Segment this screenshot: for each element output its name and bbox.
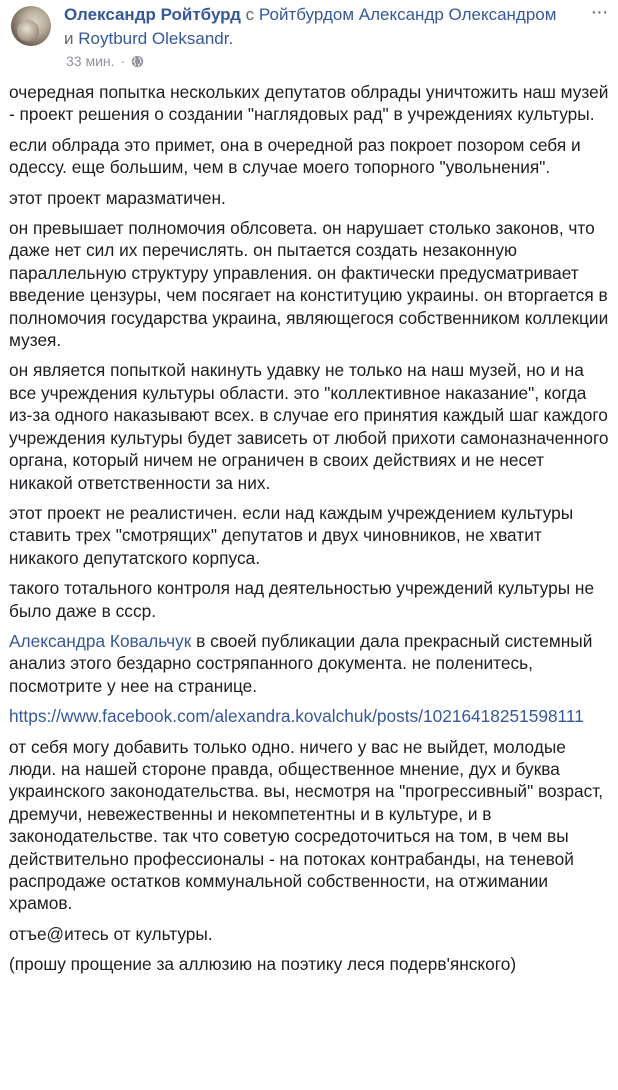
tagged-user-1[interactable]: Ройтбурдом Александр Олександром bbox=[258, 5, 557, 24]
paragraph: если облрада это примет, она в очередной раз покроет позором себя и одессу. еще большим, чем в случае моего топорного "увольнения". bbox=[9, 134, 581, 178]
paragraph: он является попыткой накинуть удавку не только на наш музей, но и на все учреждения культуры области. это "коллективное наказание", когда из-за одного наказывают всех. в случае его принятия каждый шаг каждого учреждения культуры будет зависеть от любой прихоти самоназначенного органа, который ничем не ограничен в своих действиях и не несет никакой ответственности за них. bbox=[9, 360, 609, 493]
link-paragraph bbox=[9, 705, 609, 727]
tagged-user-2[interactable]: Roytburd Oleksandr. bbox=[78, 29, 234, 48]
mention-link[interactable]: Александра Ковальчук bbox=[9, 630, 192, 651]
author-line bbox=[64, 3, 564, 51]
post-header bbox=[0, 0, 618, 80]
paragraph: этот проект маразматичен. bbox=[9, 187, 226, 208]
paragraph: этот проект не реалистичен. если над каждым учреждением культуры ставить трех "смотрящих" депутатов и двух чиновников, не хватит никакого депутатского корпуса. bbox=[9, 502, 574, 568]
separator: · bbox=[120, 53, 126, 69]
paragraph: отъе@итесь от культуры. bbox=[9, 923, 213, 944]
timestamp[interactable]: 33 мин. bbox=[66, 53, 115, 69]
paragraph: такого тотального контроля над деятельностью учреждений культуры не было даже в ссср. bbox=[9, 578, 595, 621]
paragraph: он превышает полномочия облсовета. он нарушает столько законов, что даже нет сил их перечислять. он пытается создать незаконную параллельную структуру управления. он фактически предусматривает введение цензуры, чем посягает на конституцию украины. он вторгается в полномочия государства украина, являющегося собственником коллекции музея. bbox=[9, 218, 609, 351]
mention-paragraph bbox=[9, 630, 609, 697]
post-link[interactable]: https://www.facebook.com/alexandra.kovalchuk/posts/10216418251598111 bbox=[9, 706, 584, 727]
avatar[interactable] bbox=[11, 6, 51, 46]
mention-text: в своей публикации дала прекрасный системный анализ этого бездарно состряпанного документа. не поленитесь, посмотрите у нее на странице. bbox=[9, 630, 593, 696]
globe-icon[interactable] bbox=[131, 55, 144, 68]
post-body bbox=[9, 81, 609, 984]
more-horizontal-icon[interactable]: ··· bbox=[590, 1, 608, 23]
with-prefix: с bbox=[245, 5, 255, 24]
post-meta bbox=[66, 52, 144, 70]
author-name[interactable]: Олександр Ройтбурд bbox=[64, 5, 241, 24]
paragraph: от себя могу добавить только одно. ничего у вас не выйдет, молодые люди. на нашей стороне правда, общественное мнение, дух и буква украинского законодательства. вы, несмотря на "прогрессивный" возраст, дремучи, невежественны и некомпетентны и в культуре, и в законодательстве. так что советую сосредоточиться на том, в чем вы действительно профессионалы - на потоках контрабанды, на теневой распродаже остатков коммунальной собственности, на отжимании храмов. bbox=[9, 736, 604, 914]
paragraph: (прошу прощение за аллюзию на поэтику леся подерв'янского) bbox=[9, 954, 517, 975]
paragraph: очередная попытка нескольких депутатов облрады уничтожить наш музей - проект решения о создании "наглядовых рад" в учреждениях культуры. bbox=[9, 82, 609, 125]
conjunction: и bbox=[64, 29, 74, 48]
